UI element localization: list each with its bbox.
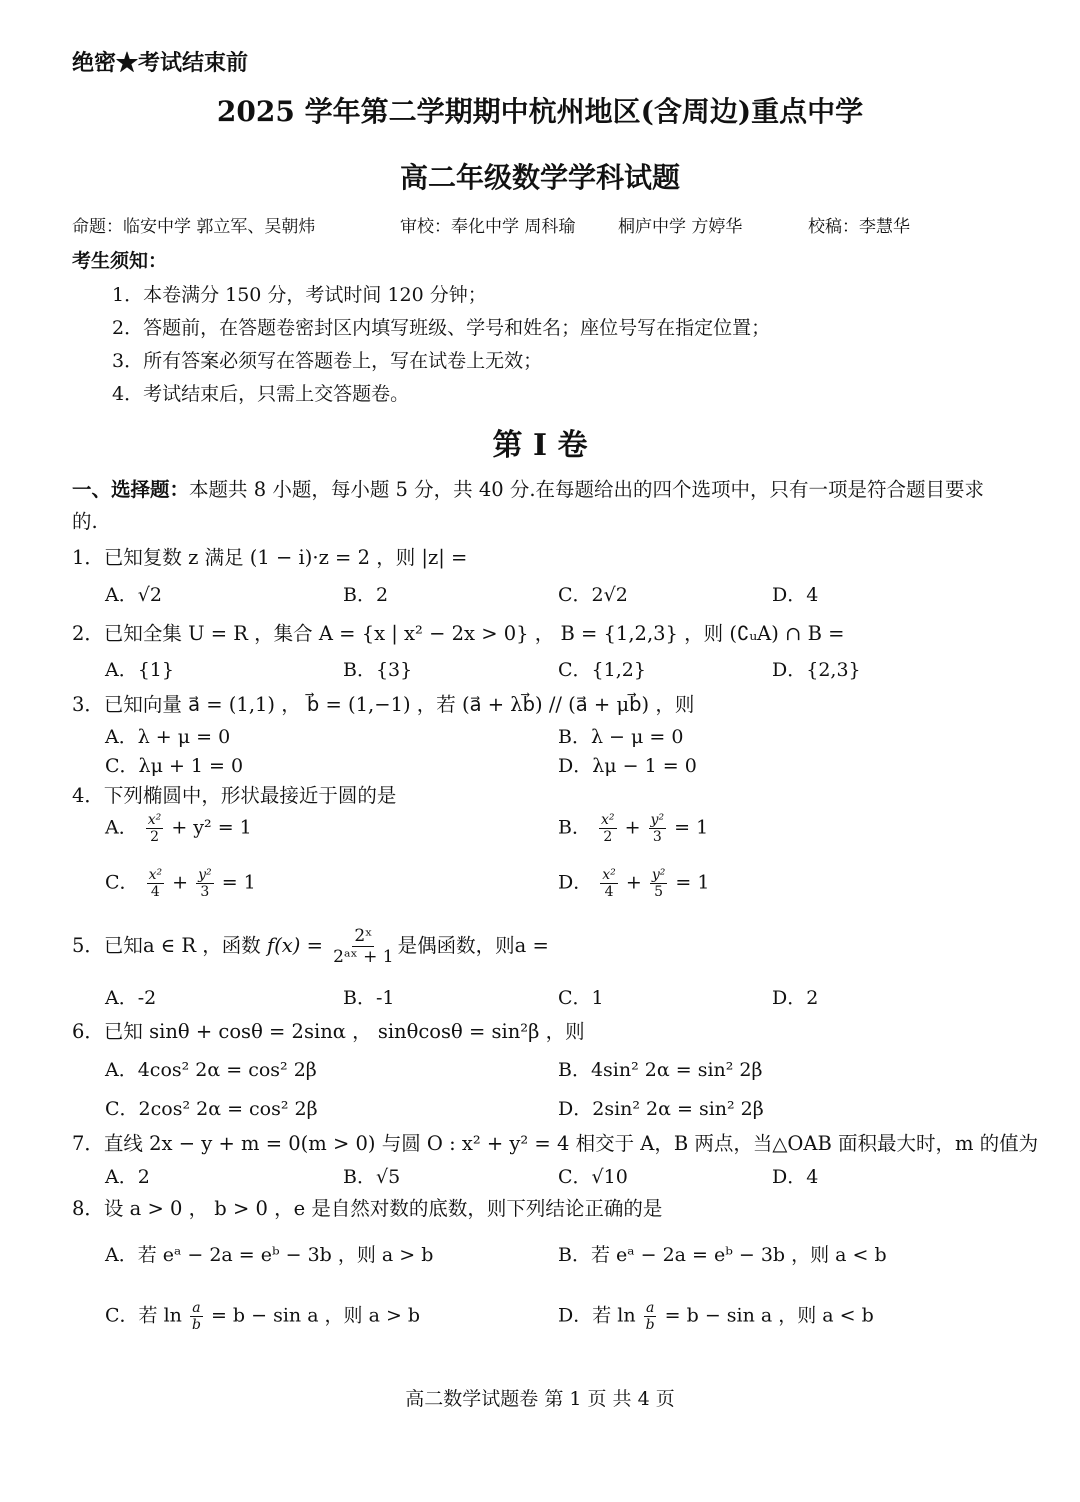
- denominator: 2ᵃˣ + 1: [333, 947, 394, 967]
- question-number: 3．: [72, 693, 104, 716]
- fraction: [600, 867, 618, 900]
- question-stem: 已知复数 z 满足 (1 − i)·z = 2 ，则 |z| =: [103, 546, 468, 569]
- notice-item: 4．考试结束后，只需上交答题卷。: [112, 383, 410, 405]
- fraction: [331, 926, 395, 967]
- option-suffix: = b − sin a ，则 a > b: [210, 1304, 421, 1327]
- credits-proofreader: 校稿：李慧华: [808, 217, 910, 237]
- q8-option-a: A．若 eᵃ − 2a = eᵇ − 3b ，则 a > b: [105, 1244, 434, 1266]
- volume-title: 第 I 卷: [492, 428, 588, 463]
- question-stem: 已知全集 U = R ，集合 A = {x | x² − 2x > 0} ， B = {1,2,3} ，则 (∁ᵤA) ∩ B =: [103, 622, 845, 645]
- q1-option-a: A．√2: [105, 584, 162, 606]
- question-number: 2．: [72, 622, 104, 645]
- q8-option-b: B．若 eᵃ − 2a = eᵇ − 3b ，则 a < b: [558, 1244, 887, 1266]
- q2-option-a: A．{1}: [105, 659, 174, 681]
- fraction: [196, 867, 214, 900]
- question-stem: 设 a > 0 ， b > 0 ，e 是自然对数的底数，则下列结论正确的是: [103, 1197, 663, 1220]
- q6-option-b: B．4sin² 2α = sin² 2β: [558, 1059, 763, 1081]
- q5-option-a: A．-2: [105, 987, 157, 1009]
- notice-heading: 考生须知：: [72, 250, 168, 272]
- credits-reviewers-2: 桐庐中学 方婷华: [618, 217, 743, 237]
- exam-subtitle: 高二年级数学学科试题: [399, 161, 680, 194]
- option-prefix: C．若 ln: [105, 1304, 182, 1327]
- q4-option-c: [105, 867, 256, 900]
- equation-tail: = 1: [674, 816, 709, 839]
- q4-option-d: [558, 867, 709, 900]
- notice-item: 3．所有答案必须写在答题卷上，写在试卷上无效；: [112, 350, 543, 372]
- question-1: [72, 542, 467, 570]
- q5-option-b: B．-1: [343, 987, 395, 1009]
- question-number: 4．: [72, 784, 104, 807]
- denominator: b: [191, 1317, 201, 1333]
- option-label: B．: [558, 816, 591, 839]
- q8-option-c: [105, 1300, 420, 1333]
- question-6: [72, 1016, 585, 1044]
- q3-option-c: C．λμ + 1 = 0: [105, 755, 244, 777]
- q3-option-a: A．λ + μ = 0: [105, 726, 231, 748]
- q1-option-b: B．2: [343, 584, 389, 606]
- plus-sign: +: [624, 816, 641, 839]
- fraction: [649, 812, 667, 845]
- q2-option-d: D．{2,3}: [772, 659, 861, 681]
- plus-sign: +: [625, 871, 642, 894]
- notice-item: 2．答题前，在答题卷密封区内填写班级、学号和姓名；座位号写在指定位置；: [112, 317, 771, 339]
- denominator: b: [645, 1317, 655, 1333]
- page-footer: 高二数学试题卷 第 1 页 共 4 页: [405, 1388, 675, 1410]
- denominator: 4: [604, 884, 614, 900]
- q3-option-d: D．λμ − 1 = 0: [558, 755, 697, 777]
- question-stem: 下列椭圆中，形状最接近于圆的是: [103, 784, 397, 807]
- option-label: D．: [558, 871, 593, 894]
- denominator: 2: [603, 829, 613, 845]
- fraction: [644, 1300, 657, 1333]
- notice-item: 1．本卷满分 150 分，考试时间 120 分钟；: [112, 284, 487, 306]
- numerator: y²: [650, 812, 665, 828]
- question-stem: 已知 sinθ + cosθ = 2sinα ， sinθcosθ = sin²β ，则: [103, 1020, 585, 1043]
- question-5: [72, 926, 549, 967]
- fraction: [650, 867, 668, 900]
- option-label: A．: [105, 816, 138, 839]
- q7-option-a: A．2: [105, 1166, 150, 1188]
- equation-tail: = 1: [221, 871, 256, 894]
- question-stem: a =: [514, 934, 549, 957]
- numerator: x²: [148, 867, 163, 883]
- question-number: 5．: [72, 934, 104, 957]
- credits-authors: 命题：临安中学 郭立军、吴朝炜: [72, 217, 316, 237]
- q2-option-b: B．{3}: [343, 659, 413, 681]
- numerator: y²: [651, 867, 666, 883]
- denominator: 4: [150, 884, 160, 900]
- section-label: 一、选择题：: [72, 478, 190, 501]
- denominator: 3: [652, 829, 662, 845]
- q6-option-d: D．2sin² 2α = sin² 2β: [558, 1098, 764, 1120]
- option-suffix: = b − sin a ，则 a < b: [664, 1304, 874, 1327]
- credits-reviewers: 审校：奉化中学 周科瑜: [400, 217, 576, 237]
- question-4: [72, 780, 396, 808]
- question-stem: 已知: [103, 934, 143, 957]
- question-stem: 直线 2x − y + m = 0(m > 0) 与圆 O : x² + y² = 4 相交于 A，B 两点，当△OAB 面积最大时，m 的值为: [103, 1132, 1039, 1155]
- question-number: 6．: [72, 1020, 104, 1043]
- numerator: x²: [602, 867, 616, 883]
- q1-option-c: C．2√2: [558, 584, 628, 606]
- plus-sign: +: [172, 871, 189, 894]
- fraction: [190, 1300, 203, 1333]
- q7-option-b: B．√5: [343, 1166, 401, 1188]
- equation-tail: + y² = 1: [171, 816, 252, 839]
- confidential-label: 绝密★考试结束前: [72, 50, 249, 76]
- denominator: 5: [654, 884, 664, 900]
- question-7: [72, 1128, 1038, 1156]
- question-3: [72, 689, 694, 717]
- question-number: 1．: [72, 546, 104, 569]
- numerator: 2ˣ: [354, 926, 373, 946]
- numerator: y²: [198, 867, 212, 883]
- q1-option-d: D．4: [772, 584, 819, 606]
- q2-option-c: C．{1,2}: [558, 659, 646, 681]
- numerator: x²: [147, 812, 162, 828]
- denominator: 3: [200, 884, 210, 900]
- fraction: [599, 812, 617, 845]
- question-2: [72, 618, 844, 646]
- denominator: 2: [150, 829, 159, 845]
- question-8: [72, 1193, 662, 1221]
- function-name: f(x) =: [266, 934, 323, 957]
- q8-option-d: [558, 1300, 874, 1333]
- question-number: 8．: [72, 1197, 104, 1220]
- q3-option-b: B．λ − μ = 0: [558, 726, 684, 748]
- equation-tail: = 1: [675, 871, 710, 894]
- numerator: x²: [601, 812, 615, 828]
- q4-option-a: [105, 812, 252, 845]
- q4-option-b: [558, 812, 708, 845]
- section-text: 本题共 8 小题，每小题 5 分，共 40 分.在每题给出的四个选项中，只有一项是符合题目要求的.: [72, 478, 985, 533]
- option-label: C．: [105, 871, 139, 894]
- question-stem: 已知向量 a⃗ = (1,1) ， b⃗ = (1,−1) ，若 (a⃗ + λb⃗) // (a⃗ + μb⃗) ，则: [103, 693, 695, 716]
- q7-option-d: D．4: [772, 1166, 819, 1188]
- q5-option-c: C．1: [558, 987, 604, 1009]
- question-number: 7．: [72, 1132, 104, 1155]
- q6-option-c: C．2cos² 2α = cos² 2β: [105, 1098, 318, 1120]
- q5-option-d: D．2: [772, 987, 819, 1009]
- question-stem: a ∈ R ，函数: [142, 934, 261, 957]
- question-stem: 是偶函数，则: [397, 934, 515, 957]
- numerator: a: [192, 1300, 201, 1316]
- q6-option-a: A．4cos² 2α = cos² 2β: [105, 1059, 317, 1081]
- option-prefix: D．若 ln: [558, 1304, 636, 1327]
- fraction: [147, 867, 165, 900]
- q7-option-c: C．√10: [558, 1166, 628, 1188]
- section-header: [72, 474, 1002, 538]
- numerator: a: [645, 1300, 655, 1316]
- exam-title: 2025 学年第二学期期中杭州地区(含周边)重点中学: [216, 95, 864, 128]
- fraction: [146, 812, 164, 845]
